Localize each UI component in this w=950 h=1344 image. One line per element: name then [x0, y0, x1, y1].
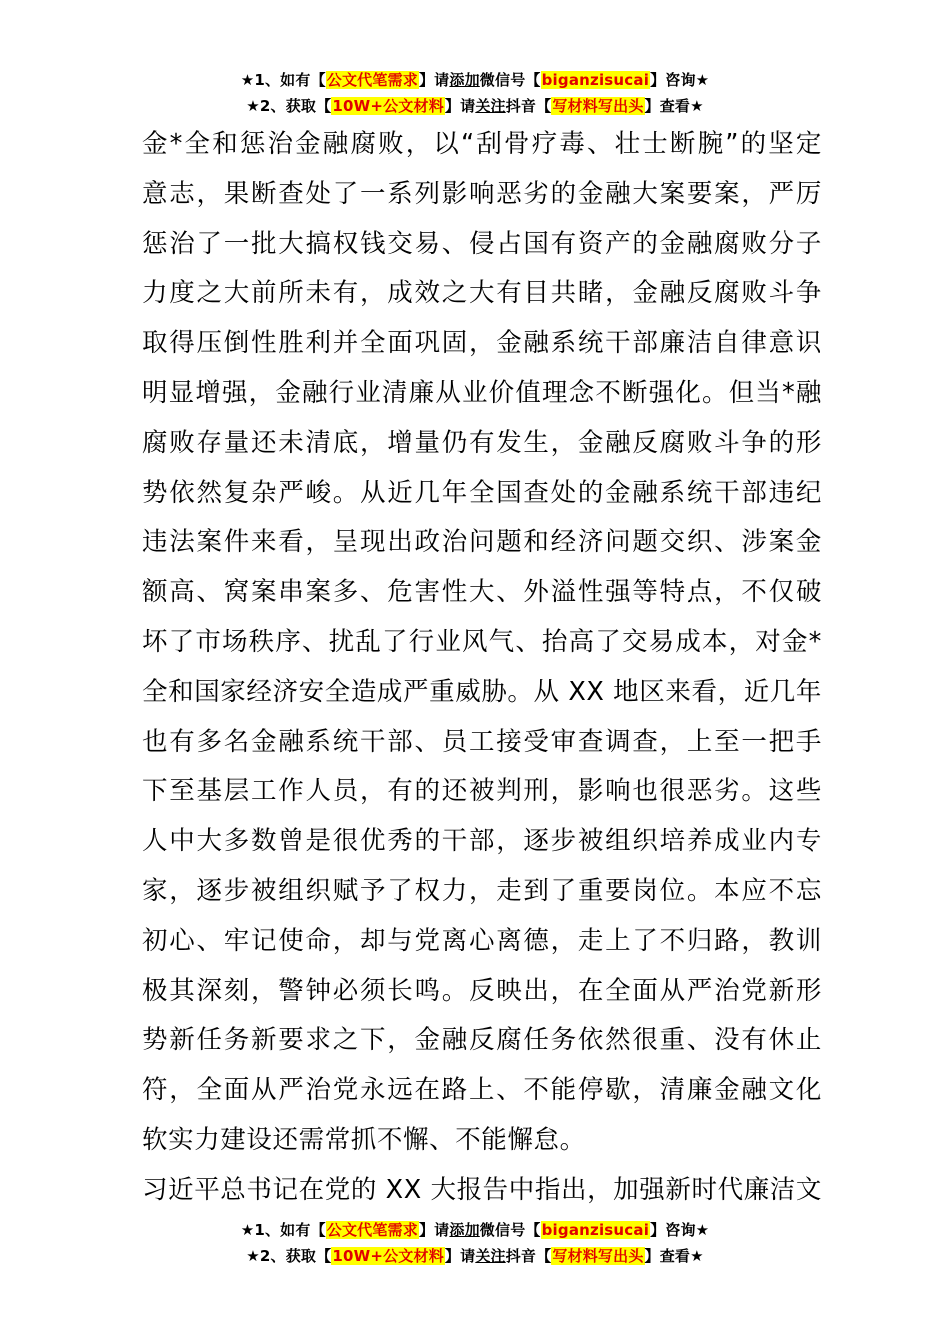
body-line: 家，逐步被组织赋予了权力，走到了重要岗位。本应不忘 [142, 875, 822, 906]
banner-highlight: biganzisucai [541, 71, 650, 89]
body-line: 明显增强，金融行业清廉从业价值理念不断强化。但当*融 [142, 377, 822, 408]
banner-line-1 [0, 1217, 950, 1243]
body-line: 势新任务新要求之下，金融反腐任务依然很重、没有休止 [142, 1025, 822, 1056]
banner-line-2 [0, 1243, 950, 1269]
body-line: 金*全和惩治金融腐败，以“刮骨疗毒、壮士断腕”的坚定 [142, 129, 822, 159]
banner-text: 】咨询★ [650, 71, 710, 89]
banner-text: ★1、如有【 [240, 1221, 326, 1239]
body-line: 额高、窝案串案多、危害性大、外溢性强等特点，不仅破 [142, 577, 822, 608]
footer-banner [0, 1217, 950, 1269]
banner-highlight: 公文代笔需求 [326, 1221, 418, 1239]
body-line: 人中大多数曾是很优秀的干部，逐步被组织培养成业内专 [142, 826, 822, 857]
banner-underlined-text: 关注 [475, 1247, 506, 1265]
banner-text: 】查看★ [644, 97, 704, 115]
body-line: 腐败存量还未清底，增量仍有发生，金融反腐败斗争的形 [142, 427, 822, 458]
paragraph-end-line: 软实力建设还需常抓不懈、不能懈怠。 [142, 1124, 586, 1155]
body-line: 极其深刻，警钟必须长鸣。反映出，在全面从严治党新形 [142, 975, 822, 1006]
banner-text: 】请 [444, 1247, 476, 1265]
body-line: 习近平总书记在党的 XX 大报告中指出，加强新时代廉洁文 [142, 1174, 822, 1205]
banner-highlight: 10W+公文材料 [332, 1247, 444, 1265]
document-body [142, 120, 822, 1216]
banner-text: 】请 [444, 97, 476, 115]
banner-highlight: 公文代笔需求 [326, 71, 418, 89]
body-line: 惩治了一批大搞权钱交易、侵占国有资产的金融腐败分子 [142, 228, 822, 259]
body-line: 力度之大前所未有，成效之大有目共睹，金融反腐败斗争 [142, 278, 822, 309]
banner-text: 】请 [418, 1221, 450, 1239]
banner-text: 】请 [418, 71, 450, 89]
banner-text: ★2、获取【 [246, 97, 332, 115]
banner-highlight: 10W+公文材料 [332, 97, 444, 115]
banner-text: 微信号【 [479, 1221, 541, 1239]
banner-underlined-text: 关注 [475, 97, 506, 115]
banner-highlight: 写材料写出头 [552, 97, 644, 115]
header-banner [0, 67, 950, 119]
banner-highlight: biganzisucai [541, 1221, 650, 1239]
banner-text: 】查看★ [644, 1247, 704, 1265]
banner-line-1 [0, 67, 950, 93]
body-line: 坏了市场秩序、扰乱了行业风气、抬高了交易成本，对金* [142, 626, 822, 657]
banner-underlined-text: 添加 [449, 71, 480, 89]
body-line: 初心、牢记使命，却与党离心离德，走上了不归路，教训 [142, 925, 822, 956]
banner-text: 抖音【 [505, 97, 552, 115]
banner-text: 】咨询★ [650, 1221, 710, 1239]
banner-highlight: 写材料写出头 [552, 1247, 644, 1265]
body-line: 全和国家经济安全造成严重威胁。从 XX 地区来看，近几年 [142, 676, 822, 707]
banner-text: ★1、如有【 [240, 71, 326, 89]
banner-line-2 [0, 93, 950, 119]
body-line: 下至基层工作人员，有的还被判刑，影响也很恶劣。这些 [142, 776, 822, 807]
banner-text: 微信号【 [479, 71, 541, 89]
body-line: 势依然复杂严峻。从近几年全国查处的金融系统干部违纪 [142, 477, 822, 508]
banner-underlined-text: 添加 [449, 1221, 480, 1239]
body-line: 违法案件来看，呈现出政治问题和经济问题交织、涉案金 [142, 527, 822, 558]
body-line: 取得压倒性胜利并全面巩固，金融系统干部廉洁自律意识 [142, 328, 822, 359]
banner-text: 抖音【 [505, 1247, 552, 1265]
banner-text: ★2、获取【 [246, 1247, 332, 1265]
body-line: 符，全面从严治党永远在路上、不能停歇，清廉金融文化 [142, 1075, 822, 1106]
body-line: 意志，果断查处了一系列影响恶劣的金融大案要案，严厉 [142, 178, 822, 209]
body-line: 也有多名金融系统干部、员工接受审查调查，上至一把手 [142, 726, 822, 757]
